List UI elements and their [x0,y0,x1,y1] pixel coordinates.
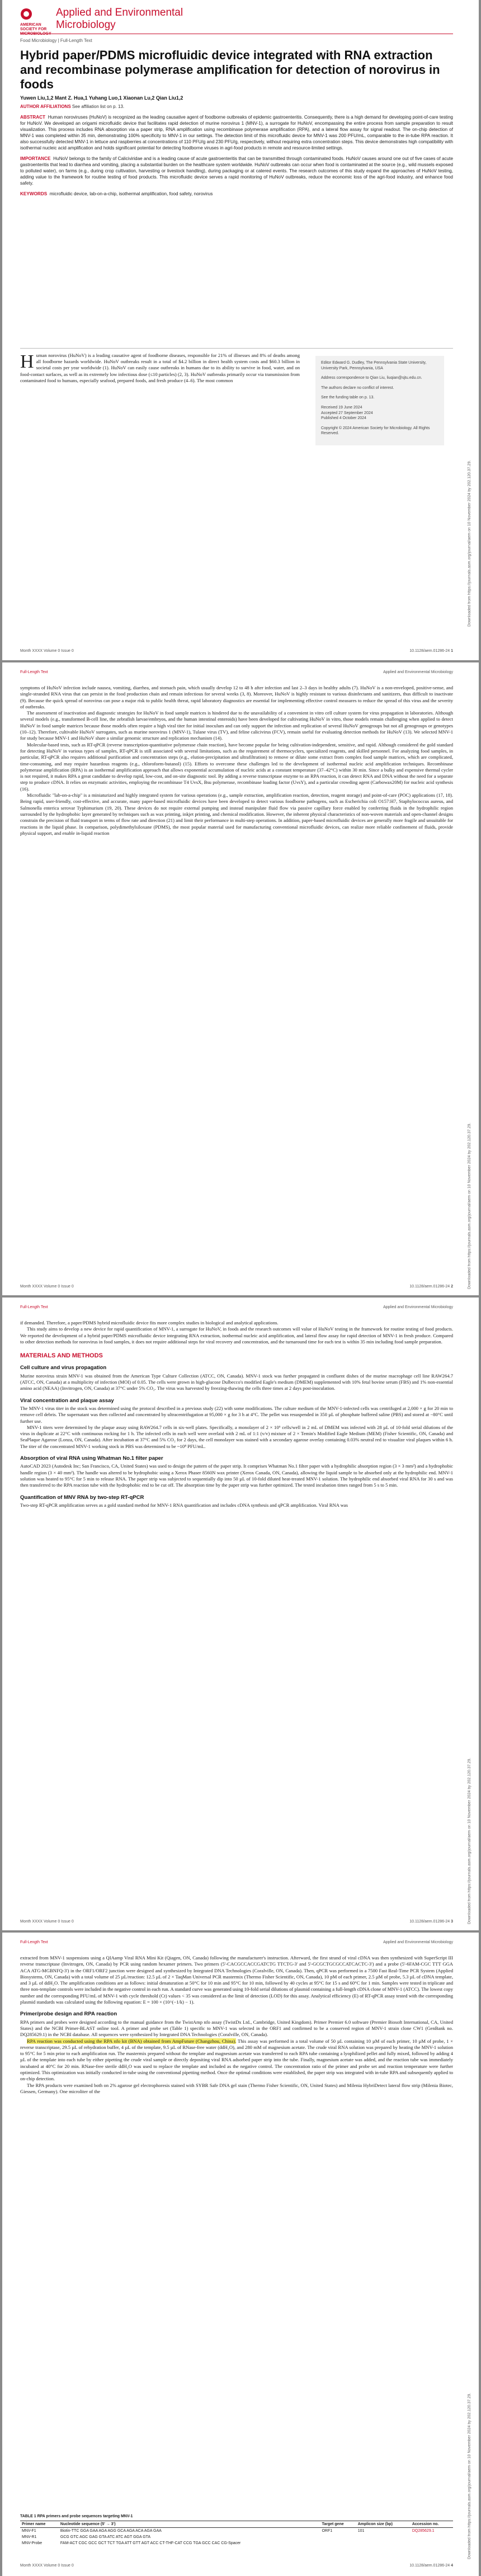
info-received: Received 19 June 2024 [321,405,362,410]
paragraph: Microfluidic "lab-on-a-chip" is a miniaturized and highly integrated system for various operations (e.g., sample extraction, amplification reaction, detection, reagent storage) and point-of-care (POC) applications (17, 18). Being rapid, user-friendly, cost-effective, and accurate, many paper-based microfluidic devices have been developed to detect various foodborne pathogens, such as Escherichia coli O157:H7, Staphylococcus aureus, and Salmonella enterica serovar Typhimurium (19, 20). These devices do not require external pumping and instead manipulate fluid flow via passive capillary force enabled by conferring fluids in the hydrophilic region surrounded by the hydrophobic layer generated by techniques such as wax printing, inkjet printing, and chemical modification. However, the inherent physical characteristics of non-woven materials and open-channel designs constrain the precision of fluid transport in terms of flow rate and direction (21) and limit their performance in multi-step operations. In addition, paper-based microfluidic devices are generally more fragile and unsuitable for reactions in the liquid phase. In comparison, polydimethylsiloxane (PDMS), the most popular material used for manufacturing conventional microfluidic devices, can realize more reliable confinement of fluids, provide physical support, and enable in-liquid reaction [20,792,453,836]
table-header: Accession no. [411,2521,453,2528]
paragraph: RPA reaction was conducted using the RPA nfo kit (BNA) obtained from AmpFuture (Changzhou, China). This assay was performed in a total volume of 50 µL containing 10 µM of each primer, 10 µM of probe, 1 × reverse transcriptase, 29.5 µL of rehydration buffer, 4 µL of the template, 9.5 µL of RNase-free water (ddH₂O), and 280 mM of magnesium acetate. The crude viral RNA solution was prepared by heating the MNV-1 solution to 95°C for 5 min prior to each amplification run. The mastermix prepared without the template and magnesium acetate was transferred to each RPA tube containing a lyophilized pellet and fully mixed, followed by adding 4 µL of the template into each tube by either pipetting the crude viral sample or directly depositing viral RNA adsorbed paper strip into the tube. Finally, magnesium acetate was added, and the reaction tube was immediately incubated at 40°C for 20 min. RNase-free sterile ddH₂O was used to replace the template and included as the negative control. The concentration ratio of the primer and probe set and reaction temperature were further optimized. This optimization was initially conducted in-tube using the conventional pipetting method. Once the optimal conditions were established, the paper strip was integrated with in-tube RPA and subsequently applied to on-chip detection. [20,2038,453,2082]
footer-issue: Month XXXX Volume 0 Issue 0 [20,1920,74,1924]
paragraph: Murine norovirus strain MNV-1 was obtained from the American Type Culture Collection (ATCC, ON, Canada). MNV-1 stock was further propagated in confluent dishes of the murine macrophage cell line RAW264.7 (ATCC, ON, Canada) at a multiplicity of infection (MOI) of 0.05. The cells were grown in high-glucose Dulbecco's modified Eagle's medium (DMEM) supplemented with 10% fetal bovine serum (FBS) and 1% non-essential amino acid (NEAA) (Invitrogen, ON, Canada) at 37°C under 5% CO₂. The virus was harvested by freezing-thawing the cells three times at 2 days post-inoculation. [20,1372,453,1392]
publisher-logo [20,8,49,32]
asm-logo-icon [20,8,32,20]
footer-doi[interactable]: 10.1128/aem.01286-24 1 [409,649,453,653]
abstract-divider [20,348,453,349]
table-row: MNV-F1 Biotin-TTC GGA GAA AGA AGG GCA AGA ACA AGA GAA ORF1 101 DQ285629.1 [20,2528,453,2535]
table-caption: TABLE 1 RPA primers and probe sequences targeting MNV-1 [20,2514,133,2518]
table-1 [20,2514,453,2546]
paragraph: symptoms of HuNoV infection include nausea, vomiting, diarrhea, and stomach pain, which usually develop 12 to 48 h after infection and last 2–3 days in healthy adults (7). HuNoV is a non-enveloped, positive-sense, and single-stranded RNA virus that can persist in the food production chain and remain infectious for several weeks (3, 8). Moreover, HuNoV is highly resistant to various disinfectants and sanitizers, thus difficult to inactivate (9). Because the quick spread of norovirus can pose a major risk to public health threat, rapid laboratory diagnostics are essential for implementing effective control measures to reduce the spread of this virus and the severity of outbreaks. [20,685,453,709]
paragraph: MNV-1 titers were determined by the plaque assay using RAW264.7 cells in six-well plates. Specifically, a monolayer of 2 × 10⁶ cells/well in 2 mL of DMEM was infected with 28 µL of 10-fold serial dilutions of the virus in duplicate at 22°C with continuous rocking for 1 h. The infected cells in each well were overlaid with 2 mL of 1:1 (v/v) mixture of 2 × Temin's Modified Eagle Medium (MEM) (Fisher Scientific, ON, Canada) and SeaPlaque Agarose (Lonza, ON, Canada). After incubation at 37°C and 5% CO₂ for 2 days, the cell monolayer was stained with a secondary agarose overlay containing 0.03% neutral red to visualize viral plaques within 6 h. The titer of the concentrated MNV-1 working stock in PBS was determined to be ~10⁸ PFU/mL. [20,1424,453,1449]
body-text [20,685,453,836]
info-correspondence[interactable]: Address correspondence to Qian Liu, liuqian@sjtu.edu.cn. [321,376,422,380]
header-journal: Applied and Environmental Microbiology [383,1305,453,1309]
paragraph: AutoCAD 2023 (Autodesk Inc; San Francisco, CA, United States) was used to design the pattern of the paper strip. It comprises Whatman No.1 filter paper with a hydrophilic absorption region (3 × 3 mm²) and a hydrophobic handle region (3 × 40 mm²). The handle was altered to be hydrophobic using a Xerox Phaser 8560N wax printer (Xerox Canada, ON, Canada), allowing the liquid sample to be absorbed only at the hydrophilic end. MNV-1 solution was heated to 95°C for 5 min to release RNA. The paper strip was subjected to sequentially dip into 50 µL of 10-fold diluted heat-treated MNV-1 solution. The hydrophilic end absorbed viral RNA for 30 s and was then transferred to the RPA reaction tube with the hydrophobic end to be cut off. The absorption time by the paper strip was further optimized. The tested incubation times ranged from 5 s to 5 min. [20,1463,453,1488]
page-number: 2 [451,1285,453,1289]
subsection-heading: Absorption of viral RNA using Whatman No.1 filter paper [20,1455,163,1462]
info-editor: Editor Edward G. Dudley, The Pennsylvania State University, University Park, Pennsylvania, USA [321,361,427,370]
subsection-heading: Quantification of MNV RNA by two-step RT-qPCR [20,1494,144,1501]
importance-label: IMPORTANCE [20,156,51,161]
paragraph: Molecular-based tests, such as RT-qPCR (reverse transcription-quantitative polymerase chain reaction), have become popular for being cultivation-independent, sensitive, and rapid. Although considered the gold standard for detecting HuNoV in various types of samples, RT-qPCR is still associated with several limitations, such as the requirement of thermocyclers, specialized reagents, and skilled personnel. For analyzing food samples, in particular, RT-qPCR also requires additional purification and concentration steps (e.g., elution-precipitation and ultrafiltration) to remove or dilute some extract from complex food sample matrices, which are complicated, time-consuming, and may require hazardous reagents (e.g., chloroform-butanol) (15). Efforts to overcome these challenges led to the development of isothermal nucleic acid amplification techniques. Recombinase polymerase amplification (RPA) is an isothermal amplification approach that allows exponential accumulation of nucleic acids at a constant temperature (37–42°C) within 30 min. Since a bulky and expensive thermal cycler is not required, it makes RPA a great candidate to develop rapid, low-cost, and on-site diagnostic tool. By adding a reverse transcriptase enzyme to an RPA reaction, it can detect RNA and DNA without the need for a separate step to produce cDNA. It relies on enzymatic activities, employing the recombinase T4 UvsX, Bsu polymerase, recombinase loading factor (UvsY), and a particular crowding agent (Carbowax20M) for nucleic acid synthesis (16). [20,741,453,792]
footer-issue: Month XXXX Volume 0 Issue 0 [20,649,74,653]
keywords-label: KEYWORDS [20,191,48,196]
affiliations-label: AUTHOR AFFILIATIONS [20,104,71,109]
footer-issue: Month XXXX Volume 0 Issue 0 [20,2564,74,2568]
section-heading: MATERIALS AND METHODS [20,1352,103,1360]
paragraph: extracted from MNV-1 suspensions using a QIAamp Viral RNA Mini Kit (Qiagen, ON, Canada) following the manufacturer's instruction. Afterward, the first strand of viral cDNA was then synthesized with SuperScript III reverse transcriptase (Invitrogen, ON, Canada) by PCR using random hexamer primers. Two primers (5'-CACGCCACCGATCTG TTCTG-3' and 5'-GCGCTGCGCCATCACTC-3') and a probe (5'-6FAM-CGC TTT GGA ACA ATG-MGBNFQ-3') in the ORF1/ORF2 junction were designed and synthesized by Integrated DNA Technologies (Coralville, ON, Canada). Then, qPCR was performed in a 7500 Fast Real-Time PCR System (Applied Biosystems, ON, Canada) with a total volume of 25 µL/reaction: 12.5 µL of 2 × TaqMan Universal PCR mastermix (Thermo Fisher Scientific, ON, Canada), 10 pM of each primer, 2.5 µM of probe, 5.3 µL of cDNA template, and 3 µL of ddH₂O. The amplification conditions are as follows: initial denaturation at 50°C for 10 min and 95°C for 10 min, followed by 40 cycles at 95°C for 15 s and 60°C for 1 min. Samples were tested in triplicate and three non-template controls were included in the negative control in each run. A standard curve was generated using 10-fold serial dilutions of plasmid containing a full-length cDNA clone of MNV-1 (ATCC). The lowest copy number and the corresponding PFU/mL of MNV-1 with cycle threshold (Ct) values < 35 was considered as the limit of detection (LOD) for this assay. Analytical efficiency (E) of RT-qPCR assay tested with the corresponding plasmid standards was calculated using the following equation: E = 100 × (10^(−1/k) − 1). [20,1955,453,2005]
footer-doi[interactable]: 10.1128/aem.01286-24 2 [409,1285,453,1289]
author-list[interactable]: Yuwen Liu,1,2 Mant Z. Hua,1 Yuhang Luo,1 Xiaonan Lu,2 Qian Liu1,2 [20,95,183,101]
header-section: Full-Length Text [20,1305,48,1309]
publisher-name: AMERICAN SOCIETY FOR [20,23,47,31]
subsection-heading: Primer/probe design and RPA reaction [20,2011,117,2018]
journal-title-line2: Microbiology [56,19,116,31]
paragraph: RPA primers and probes were designed according to the manual guidance from the TwistAmp nfo assay (TwistDx Ltd., Cambridge, United Kingdom). Primer Premier 6.0 software (Premier Biosoft International, CA, United States) and the NCBI Primer-BLAST online tool. A primer and probe set (Table 1) specific to MNV-1 was selected in the ORF1 and confirmed to be a conserved region of MNV-1 strain clone CW1 (GenBank no. DQ285629.1) in the NCBI database. All sequences were synthesized by Integrated DNA Technologies (Coralville, ON, Canada). [20,2019,453,2038]
article-title: Hybrid paper/PDMS microfluidic device integrated with RNA extraction and recombinase polymerase amplification for detection of norovirus in foods [20,48,440,91]
affiliations-text[interactable]: See affiliation list on p. 13. [72,104,125,109]
keywords-text: microfluidic device, lab-on-a-chip, isothermal amplification, food safety, norovirus [49,191,213,196]
page-number: 1 [451,649,453,653]
footer-doi[interactable]: 10.1128/aem.01286-24 3 [409,1920,453,1924]
footer-issue: Month XXXX Volume 0 Issue 0 [20,1285,74,1289]
header-section: Full-Length Text [20,670,48,674]
footer-doi[interactable]: 10.1128/aem.01286-24 4 [409,2564,453,2568]
page-3 [2,1298,479,1930]
info-conflict: The authors declare no conflict of interest. [321,386,394,390]
accession-link[interactable]: DQ285629.1 [412,2529,435,2533]
page-number: 3 [451,1920,453,1924]
header-journal: Applied and Environmental Microbiology [383,1940,453,1944]
download-watermark: Downloaded from https://journals.asm.org/journal/aem on 10 November 2024 by 202.120.37.29. [468,1757,471,1924]
download-watermark: Downloaded from https://journals.asm.org/journal/aem on 10 November 2024 by 202.120.37.29. [468,2392,471,2559]
section-label: Food Microbiology | Full-Length Text [20,38,92,43]
page-2 [2,662,479,1295]
primer-table [20,2521,453,2546]
paragraph: if demanded. Therefore, a paper/PDMS hybrid microfluidic device fits more complex studies in biological and analytical applications. [20,1320,279,1325]
abstract-text: Human noroviruses (HuNoV) is recognized as the leading causative agent of foodborne outbreaks of epidemic gastroenteritis. Consequently, there is a high demand for developing point-of-care testing for HuNoV. We developed an origami microfluidic device that facilitates rapid detection of murine norovirus 1 (MNV-1), a surrogate for HuNoV, encompassing the entire process from sample preparation to result visualization. This process includes RNA absorption via a paper strip, RNA amplification using recombinase polymerase amplification (RPA), and a lateral flow assay for signal readout. The on-chip detection of MNV-1 was completed within 35 min, demonstrating 100% specificity to MNV-1 in our settings. The detection limit of this microfluidic device for MNV-1 was 200 PFU/mL, comparable to the in-tube RPA reaction. It also successfully detected MNV-1 in lettuce and raspberries at concentrations of 110 PFU/g and 230 PFU/g, respectively, without requiring extra concentration steps. This device demonstrates high compatibility with isothermal nucleic acid amplification and holds significant potential for detecting foodborne viruses in agri-food products in remote and resource-limited settings. [20,115,453,151]
abstract-label: ABSTRACT [20,115,46,120]
abstract-block [20,114,453,197]
paragraph: Two-step RT-qPCR amplification serves as a gold standard method for MNV-1 RNA quantification and includes cDNA synthesis and qPCR amplification. Viral RNA was [20,1502,348,1508]
subsection-heading: Cell culture and virus propagation [20,1365,107,1371]
importance-text: HuNoV belongs to the family of Caliciviridae and is a leading cause of acute gastroenteritis that can be transmitted through contaminated foods. HuNoV causes around one out of five cases of acute gastroenteritis that lead to diarrhea and vomiting, placing a substantial burden on the healthcare system worldwide. HuNoV outbreaks can occur when food is contaminated at the source (e.g., wild mussels exposed to polluted water), on farms (e.g., during crop cultivation, harvesting or livestock handling), during packaging or at catered events. The research outcomes of this study expand the approaches of HuNoV testing, adding value to the framework for routine testing of food products. This microfluidic device serves a rapid monitoring of HuNoV outbreaks, reduce the economic loss of the agri-food industry, and enhance food safety. [20,156,453,186]
table-header: Nucleotide sequence (5' → 3') [59,2521,320,2528]
info-funding: See the funding table on p. 13. [321,396,375,400]
intro-text: uman norovirus (HuNoV) is a leading causative agent of foodborne diseases, responsible for 21% of illnesses and 8% of deaths among all foodborne hazards worldwide. HuNoV outbreaks result in a total of $4.2 billion in direct health system costs and $60.3 billion in societal costs per year worldwide (1). HuNoV can easily cause outbreaks in humans due to its ability to survive in food, water, and on food-contact surfaces, as well as its extremely low infectious dose (≤10 particles) (2, 3). HuNoV outbreaks primarily occur via transmission from contaminated food to humans, especially seafood, prepared foods, and fresh produce (4–6). The most common [20,352,300,383]
subsection-heading: Viral concentration and plaque assay [20,1397,114,1404]
header-journal: Applied and Environmental Microbiology [383,670,453,674]
info-published: Published 4 October 2024 [321,416,366,421]
page-1 [2,0,479,660]
table-row: MNV-Probe FAM-ACT CGC GCC GCT TCT TGA ATT GTT AGT ACC CT-THF-CAT CCG TGA GCC CAC CG-Spacer [22,2541,241,2545]
table-row: MNV-R1 GCG GTC AGC GAG GTA ATC ATC AGT GGA GTA [22,2535,151,2539]
journal-title-line1: Applied and Environmental [56,7,183,18]
header-section: Full-Length Text [20,1940,48,1944]
highlighted-text[interactable]: RPA reaction was conducted using the RPA nfo kit (BNA) obtained from AmpFuture (Changzhou, China). [27,2038,237,2044]
affiliations [20,104,124,109]
body-text [20,1955,453,2095]
journal-title [56,7,183,31]
table-header: Target gene [320,2521,356,2528]
info-accepted: Accepted 27 September 2024 [321,411,373,415]
info-copyright: Copyright © 2024 American Society for Microbiology. All Rights Reserved. [321,426,430,436]
page-number: 4 [451,2564,453,2568]
article-info-box [315,356,444,445]
body-text [20,1320,453,1508]
drop-cap: H [20,351,34,372]
table-header: Primer name [20,2521,59,2528]
download-watermark: Downloaded from https://journals.asm.org/journal/aem on 10 November 2024 by 202.120.37.29. [468,460,471,627]
table-header: Amplicon size (bp) [356,2521,411,2528]
paragraph: This study aims to develop a new device for rapid quantification of MNV-1, a surrogate for HuNoV, in foods and the research outcomes will value of HuNoV testing in the framework for routine testing of food products. We reported the development of a hybrid paper/PDMS microfluidic device integrating RNA extraction, isothermal nucleic acid amplification, and lateral flow assay for rapid detection of MNV-1 in fresh produce. Compared to other detection methods for norovirus in food samples, it does not require additional steps for viral recovery and concentration, and the turnaround time for each test is within 35 min including food sample preparation. [20,1326,453,1345]
introduction [20,352,300,384]
page-4 [2,1933,479,2576]
paragraph: The RPA products were examined both on 2% agarose gel electrophoresis stained with SYBR Safe DNA gel stain (Thermo Fisher Scientific, ON, United States) and Milenia HybriDetect lateral flow strip (Milenia Biotec, Giessen, Germany). One microliter of the [20,2082,453,2094]
download-watermark: Downloaded from https://journals.asm.org/journal/aem on 10 November 2024 by 202.120.37.29. [468,1122,471,1289]
paragraph: The assessment of inactivation and diagnostic strategies for HuNoV in food sample matrices is hindered due to the unavailability of a convenient in vitro cell culture system for virus propagation in laboratories. Although several models (e.g., transformed B-cell line, the zebrafish larvae/embryos, and the human intestinal enteroids) have been developed for cultivating HuNoV in vitro, those models remain challenging when applied to detect HuNoV in food sample matrices because those models often require a high viral titer for initial inoculum and can only support the infection and replication of several HuNoV genogroups but not all genogroups or genotypes (10–12). Therefore, cultivable HuNoV surrogates, such as murine norovirus 1 (MNV-1), Tulane virus (TV), and feline calicivirus (FCV), remain useful for evaluating detection methods for HuNoV (13). We selected MNV-1 for study because MNV-1 and HuNoV share a similar genomic structure and replication mechanism (14). [20,710,453,741]
paragraph: The MNV-1 virus titer in the stock was determined using the protocol described in a previous study (22) with some modifications. The culture medium of the MNV-1-infected cells was centrifuged at 2,000 × g for 20 min to remove cell debris. The supernatant was then collected and concentrated by ultracentrifugation at 95,000 × g for 3 h at 4°C. The pellet was resuspended in 350 µL of phosphate buffered saline (PBS) and stored at −80°C until further use. [20,1405,453,1424]
